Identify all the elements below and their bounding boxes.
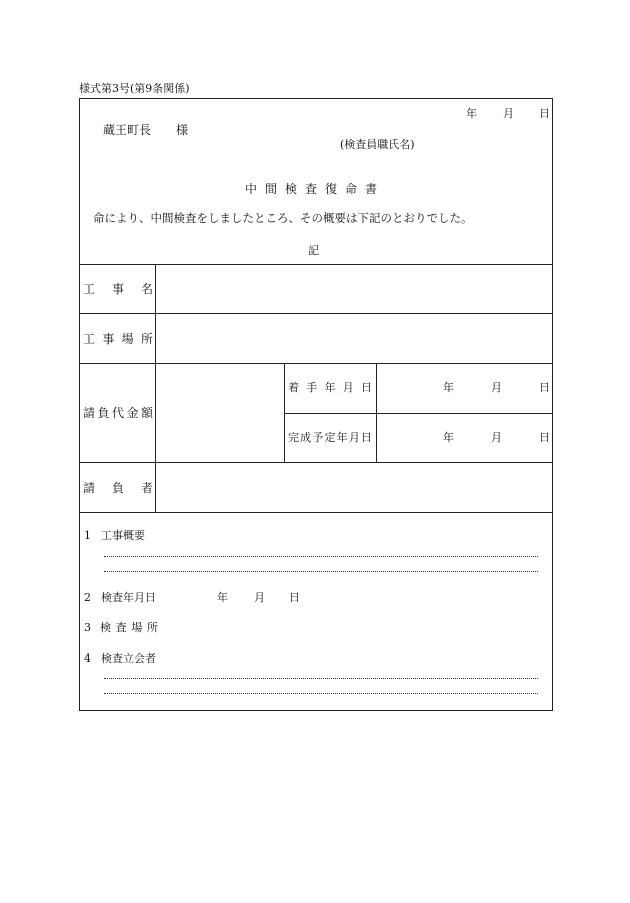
amount-column-divider	[284, 363, 285, 462]
document-title: 中間検査復命書	[244, 182, 385, 196]
ki-label: 記	[308, 244, 319, 257]
date-label-column-divider	[376, 363, 377, 462]
report-date-month: 月	[503, 107, 514, 120]
honorific: 様	[176, 123, 189, 137]
row-divider	[79, 313, 553, 314]
item-2-label: 検査年月日	[101, 591, 156, 604]
item-3-label: 検査場所	[100, 621, 158, 634]
dotted-line	[104, 571, 538, 572]
inspection-date-year: 年	[217, 591, 228, 604]
contract-amount-label: 請負代金額	[83, 406, 153, 420]
addressee: 蔵王町長	[103, 123, 152, 137]
construction-name-label: 工事名	[83, 282, 153, 296]
completion-date-label: 完成予定年月日	[288, 431, 372, 444]
start-date-day: 日	[539, 381, 550, 394]
row-divider	[79, 462, 553, 463]
completion-date-year: 年	[443, 431, 454, 444]
item-2-number: 2	[84, 591, 91, 604]
dotted-line	[104, 678, 538, 679]
inspection-date-day: 日	[289, 591, 300, 604]
start-date-label: 着手年月日	[288, 381, 372, 394]
form-number-label: 様式第3号(第9条関係)	[79, 82, 190, 95]
item-3-number: 3	[84, 621, 91, 634]
construction-site-label: 工事場所	[83, 332, 153, 346]
start-date-year: 年	[443, 381, 454, 394]
report-body-text: 命により、中間検査をしましたところ、その概要は下記のとおりでした。	[93, 211, 473, 225]
dotted-line	[104, 556, 538, 557]
report-date-year: 年	[466, 107, 477, 120]
contractor-label: 請負者	[83, 481, 153, 495]
table-bottom-border	[79, 512, 553, 513]
dotted-line	[104, 693, 538, 694]
start-date-month: 月	[491, 381, 502, 394]
report-date-day: 日	[539, 107, 550, 120]
row-divider	[79, 363, 553, 364]
completion-date-month: 月	[491, 431, 502, 444]
label-column-divider	[155, 264, 156, 512]
item-1-label: 工事概要	[101, 529, 145, 542]
item-1-number: 1	[84, 529, 91, 542]
date-row-divider	[284, 413, 553, 414]
item-4-number: 4	[84, 652, 91, 665]
inspection-date-month: 月	[254, 591, 265, 604]
table-top-border	[79, 264, 553, 265]
completion-date-day: 日	[539, 431, 550, 444]
item-4-label: 検査立会者	[101, 652, 156, 665]
inspector-name-label: (検査員職氏名)	[340, 138, 415, 151]
